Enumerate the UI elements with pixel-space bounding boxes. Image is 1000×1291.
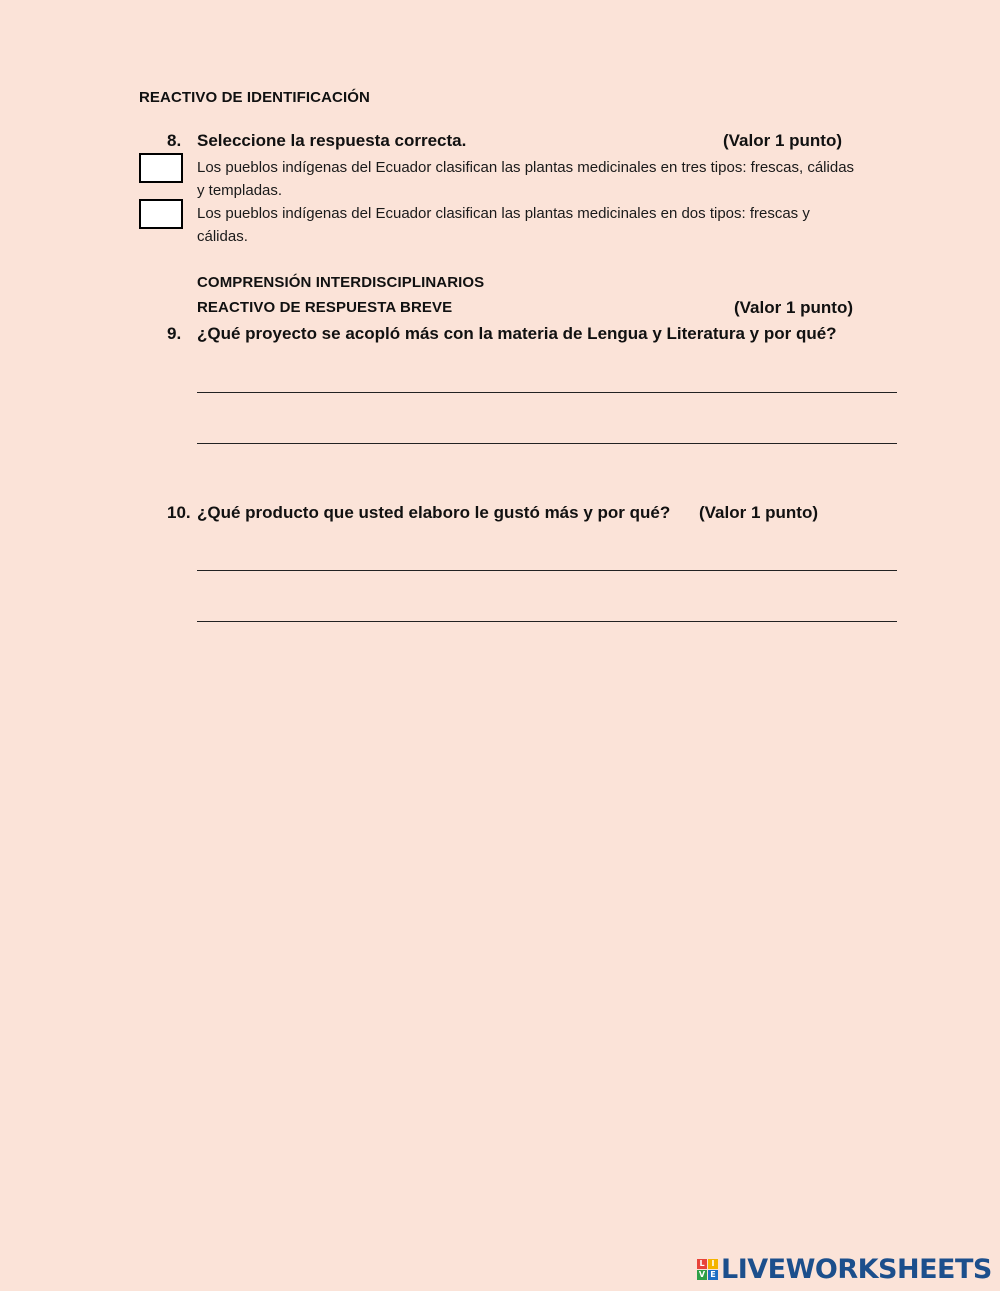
question-8-text: Seleccione la respuesta correcta. — [197, 131, 467, 150]
option-1-checkbox[interactable] — [139, 153, 183, 183]
logo-letter: E — [708, 1270, 718, 1280]
liveworksheets-logo-icon — [697, 1259, 718, 1280]
section-2-value: (Valor 1 punto) — [734, 298, 853, 317]
question-9-answer-line-1[interactable] — [197, 392, 897, 393]
question-10-text: ¿Qué producto que usted elaboro le gustó más y por qué? — [197, 503, 671, 522]
liveworksheets-brand — [697, 1254, 992, 1285]
question-8-number: 8. — [167, 131, 182, 150]
option-1-text: Los pueblos indígenas del Ecuador clasifican las plantas medicinales en tres tipos: frescas, cálidas y templadas. — [197, 159, 855, 199]
section-title-comprension: COMPRENSIÓN INTERDISCIPLINARIOS — [197, 274, 485, 291]
question-10-answer-line-2[interactable] — [197, 621, 897, 622]
option-2-checkbox[interactable] — [139, 199, 183, 229]
question-10-value: (Valor 1 punto) — [699, 503, 818, 522]
question-10-number: 10. — [167, 503, 191, 522]
question-8-value: (Valor 1 punto) — [723, 131, 842, 150]
logo-letter: V — [698, 1270, 706, 1279]
logo-letter: L — [697, 1259, 707, 1269]
liveworksheets-wordmark: LIVEWORKSHEETS — [721, 1254, 992, 1285]
section-subtitle-respuesta-breve: REACTIVO DE RESPUESTA BREVE — [197, 299, 453, 316]
question-9-answer-line-2[interactable] — [197, 443, 897, 444]
section-title-identificacion: REACTIVO DE IDENTIFICACIÓN — [139, 89, 370, 106]
question-10-answer-line-1[interactable] — [197, 570, 897, 571]
question-9-text: ¿Qué proyecto se acopló más con la materia de Lengua y Literatura y por qué? — [197, 324, 837, 343]
option-2-text: Los pueblos indígenas del Ecuador clasifican las plantas medicinales en dos tipos: frescas y cálidas. — [197, 205, 810, 245]
logo-letter: I — [708, 1259, 718, 1269]
question-9-number: 9. — [167, 324, 182, 343]
